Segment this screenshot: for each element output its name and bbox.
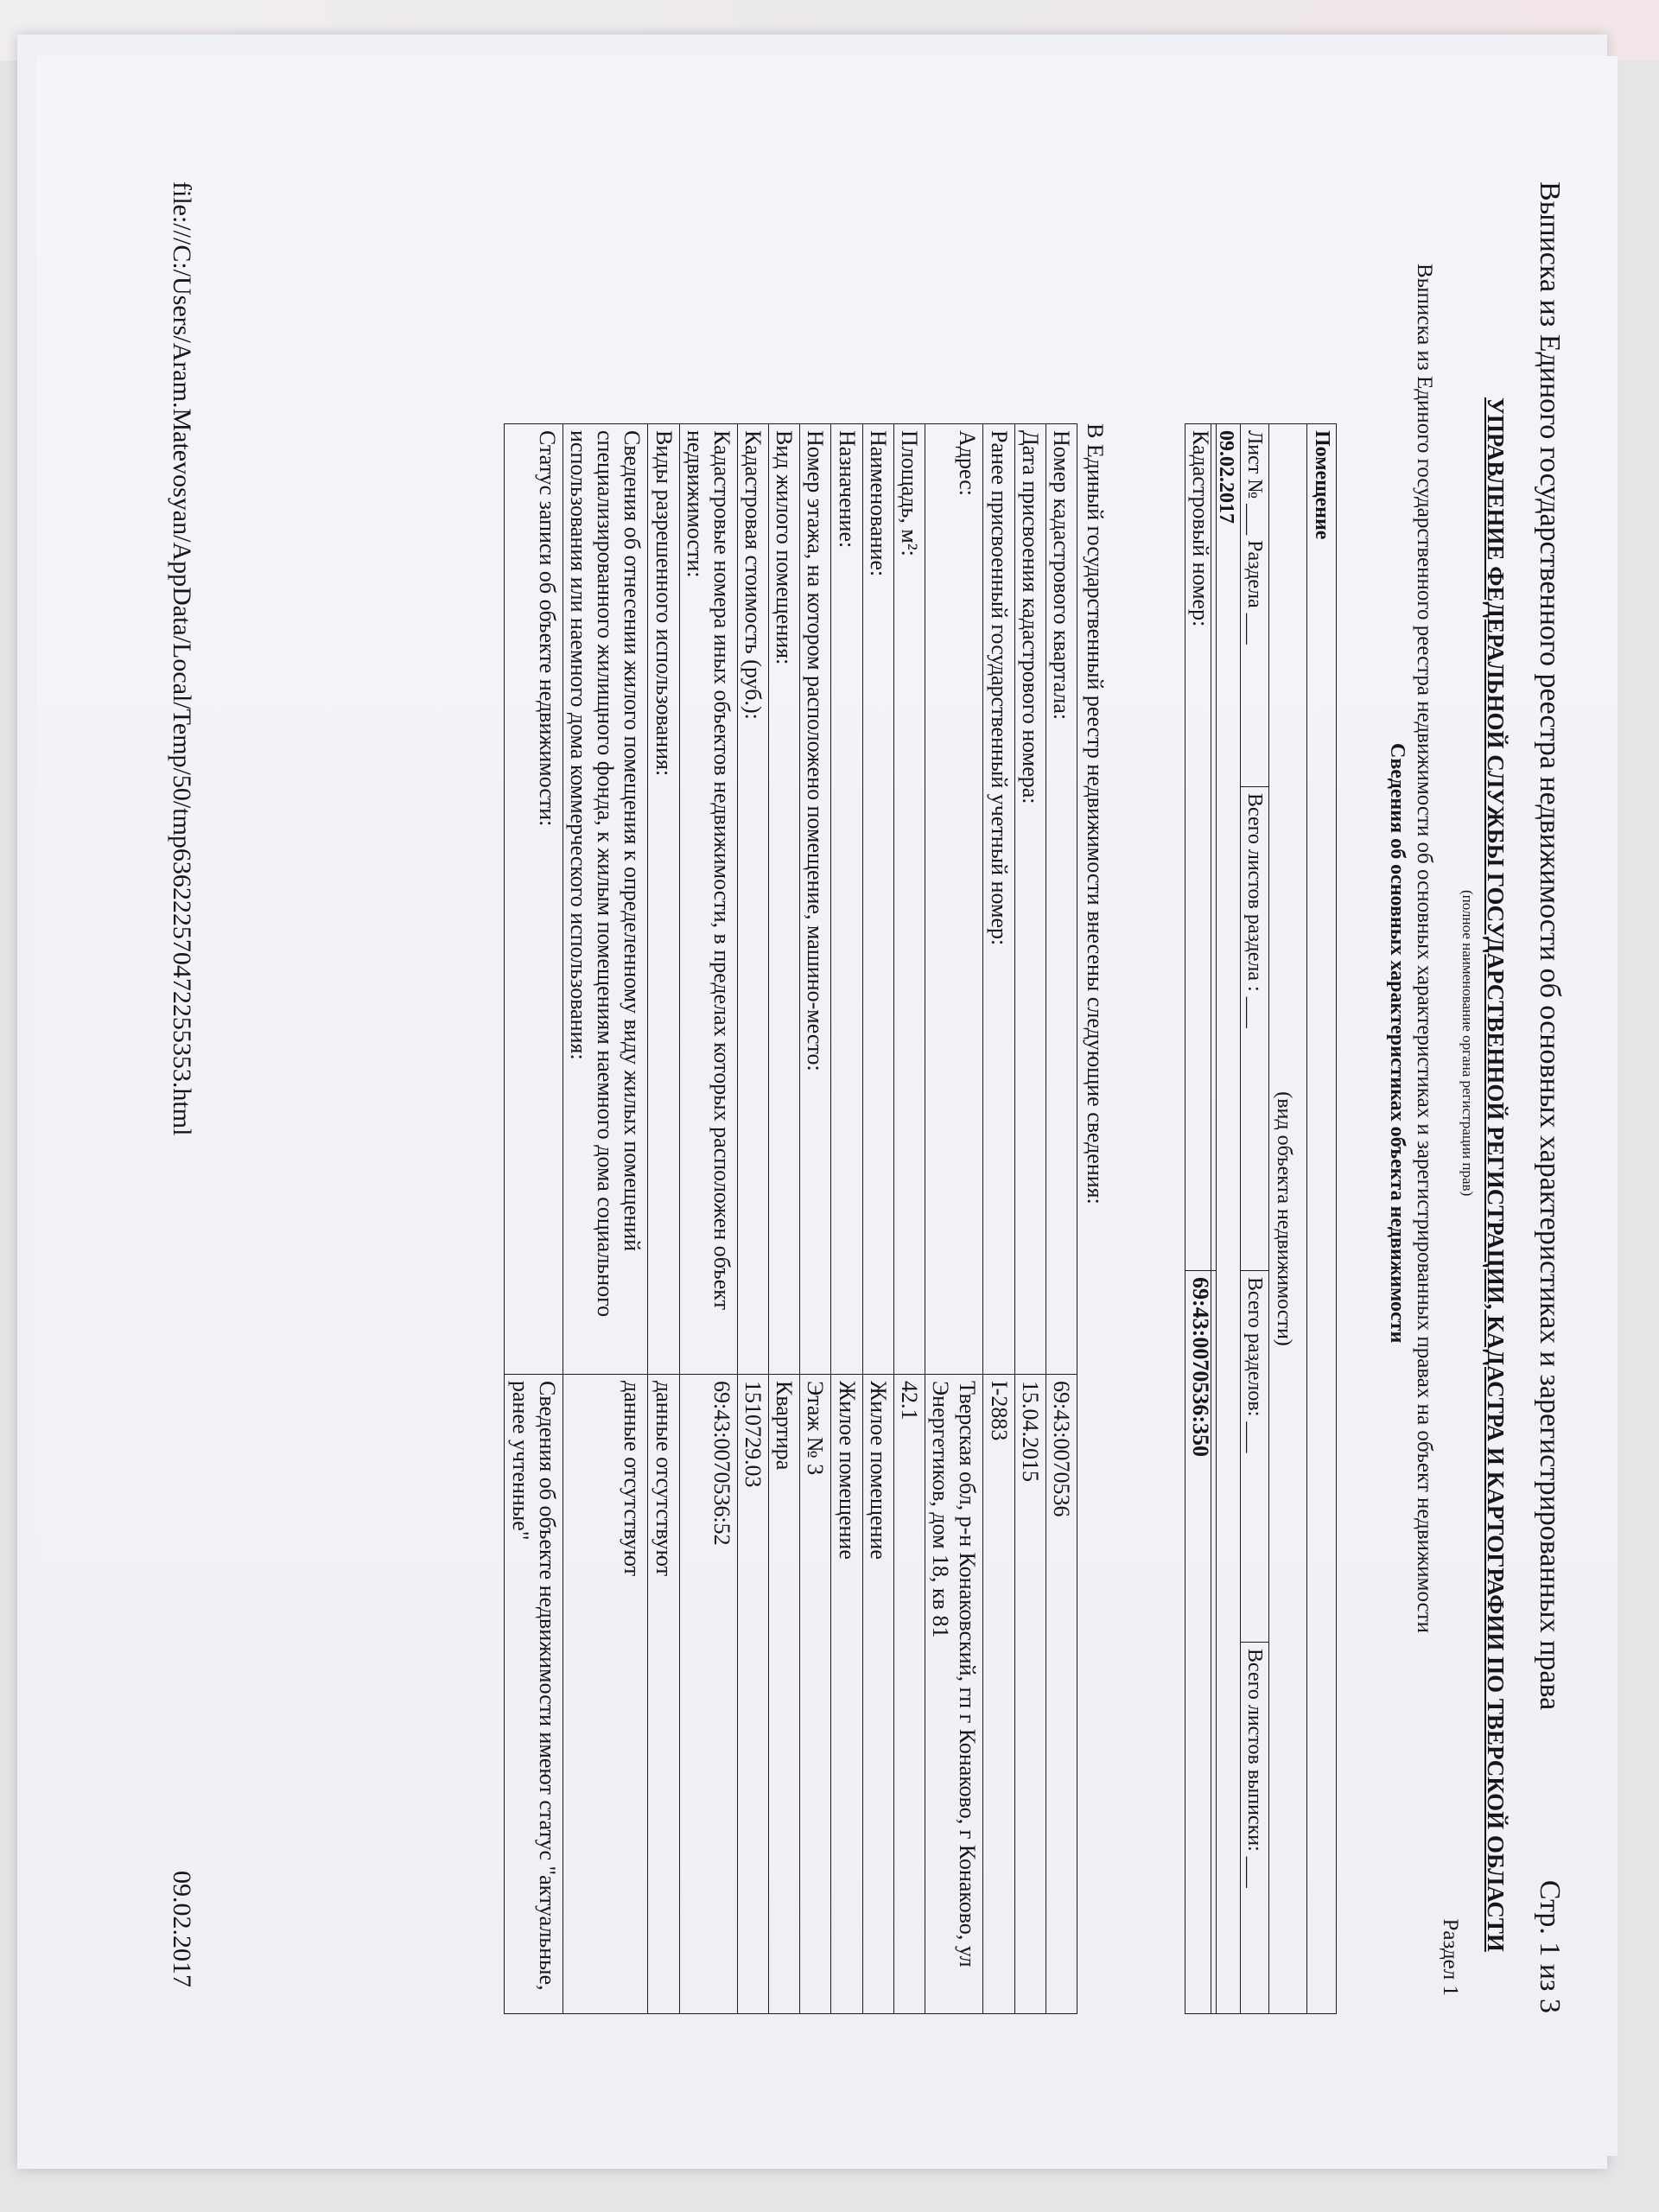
- table-row: [893, 424, 925, 2014]
- characteristics-rows: [505, 424, 1077, 2014]
- table-row: [1014, 424, 1046, 2014]
- table-row: [563, 424, 648, 2014]
- cadastral-table: [1185, 423, 1217, 2014]
- total-sheets: Всего листов выписки: ___: [1240, 1643, 1269, 2014]
- table-row: [648, 424, 679, 2014]
- row-value: 69:43:0070536:52: [679, 1375, 737, 2014]
- total-sheets-section: Всего листов раздела : ___: [1240, 787, 1269, 1271]
- row-label: Номер кадастрового квартала:: [1046, 424, 1077, 1375]
- total-sections: Всего разделов: ___: [1240, 1271, 1269, 1643]
- page-counter: Стр. 1 из 3: [1534, 1879, 1566, 2013]
- table-row: [831, 424, 862, 2014]
- table-row: [1046, 424, 1077, 2014]
- object-kind-row: [1307, 424, 1337, 2014]
- rotated-document-content: [149, 181, 1566, 2074]
- document-subtitle: Выписка из Единого государственного реестра недвижимости об основных характеристиках и зарегистрированных правах на объект недвижимости: [1413, 264, 1436, 1634]
- row-value: 1510729.03: [737, 1375, 768, 2014]
- agency-note: (полное наименование органа регистрации прав): [1459, 890, 1476, 1197]
- row-label: Адрес:: [925, 424, 983, 1375]
- section-number: Раздел 1: [1439, 1918, 1462, 1996]
- row-label: Сведения об отнесении жилого помещения к определенному виду жилых помещений специализированного жилищного фонда, к жилым помещениям наемного дома социального использования или наемного дома коммерческого использования:: [563, 424, 648, 1375]
- document-header-title: Выписка из Единого государственного реестра недвижимости об основных характеристиках и зарегистрированных права: [1534, 181, 1566, 1711]
- intro-text: В Единый государственный реестр недвижимости внесены следующие сведения:: [1083, 423, 1108, 1205]
- row-label: Кадастровая стоимость (руб.):: [737, 424, 768, 1375]
- row-value: Сведения об объекте недвижимости имеют статус "актуальные, ранее учтенные": [505, 1375, 563, 2014]
- footer-file-path: file:///C:/Users/Aram.Matevosyan/AppData/Local/Temp/50/tmp636222570472255353.html: [168, 181, 196, 1136]
- row-label: Назначение:: [831, 424, 862, 1375]
- row-value: данные отсутствуют: [648, 1375, 679, 2014]
- row-label: Ранее присвоенный государственный учетный номер:: [983, 424, 1014, 1375]
- row-label: Номер этажа, на котором расположено помещение, машино-место:: [800, 424, 831, 1375]
- row-label: Площадь, м²:: [893, 424, 925, 1375]
- row-value: Тверская обл, р-н Конаковский, гп г Конаково, г Конаково, ул Энергетиков, дом 18, кв 81: [925, 1375, 983, 2014]
- row-value: Этаж № 3: [800, 1375, 831, 2014]
- row-value: 42.1: [893, 1375, 925, 2014]
- agency-name: УПРАВЛЕНИЕ ФЕДЕРАЛЬНОЙ СЛУЖБЫ ГОСУДАРСТВЕННОЙ РЕГИСТРАЦИИ, КАДАСТРА И КАРТОГРАФИИ ПО ТВЕРСКОЙ ОБЛАСТИ: [1483, 397, 1509, 1952]
- row-label: Вид жилого помещения:: [769, 424, 800, 1375]
- row-value: Жилое помещение: [831, 1375, 862, 2014]
- object-kind-note: (вид объекта недвижимости): [1269, 424, 1307, 2014]
- sheet-info-row: [1240, 424, 1269, 2014]
- row-label: Статус записи об объекте недвижимости:: [505, 424, 563, 1375]
- row-value: Жилое помещение: [862, 1375, 893, 2014]
- row-label: Дата присвоения кадастрового номера:: [1014, 424, 1046, 1375]
- row-value: 15.04.2015: [1014, 1375, 1046, 2014]
- row-label: Наименование:: [862, 424, 893, 1375]
- table-row: [769, 424, 800, 2014]
- cadastral-row: [1185, 424, 1216, 2014]
- table-row: [505, 424, 563, 2014]
- row-label: Виды разрешенного использования:: [648, 424, 679, 1375]
- cadastral-label: Кадастровый номер:: [1185, 424, 1216, 1271]
- extract-date: 09.02.2017: [1211, 424, 1240, 2014]
- header-table: [1211, 423, 1337, 2014]
- table-row: [983, 424, 1014, 2014]
- object-kind-note-row: [1269, 424, 1307, 2014]
- row-value: данные отсутствуют: [563, 1375, 648, 2014]
- row-value: Квартира: [769, 1375, 800, 2014]
- table-row: [679, 424, 737, 2014]
- table-row: [737, 424, 768, 2014]
- row-label: Кадастровые номера иных объектов недвижимости, в пределах которых расположен объект недвижимости:: [679, 424, 737, 1375]
- table-row: [925, 424, 983, 2014]
- sheet-number: Лист № ___ Раздела ___: [1240, 424, 1269, 787]
- cadastral-value: 69:43:0070536:350: [1185, 1271, 1216, 2014]
- table-row: [862, 424, 893, 2014]
- footer-date: 09.02.2017: [168, 1871, 196, 1987]
- row-value: 69:43:0070536: [1046, 1375, 1077, 2014]
- table-row: [800, 424, 831, 2014]
- document-page: [36, 56, 1618, 2156]
- section-heading: Сведения об основных характеристиках объекта недвижимости: [1386, 743, 1408, 1344]
- characteristics-table: [504, 423, 1077, 2014]
- row-value: I-2883: [983, 1375, 1014, 2014]
- object-kind: Помещение: [1307, 424, 1337, 2014]
